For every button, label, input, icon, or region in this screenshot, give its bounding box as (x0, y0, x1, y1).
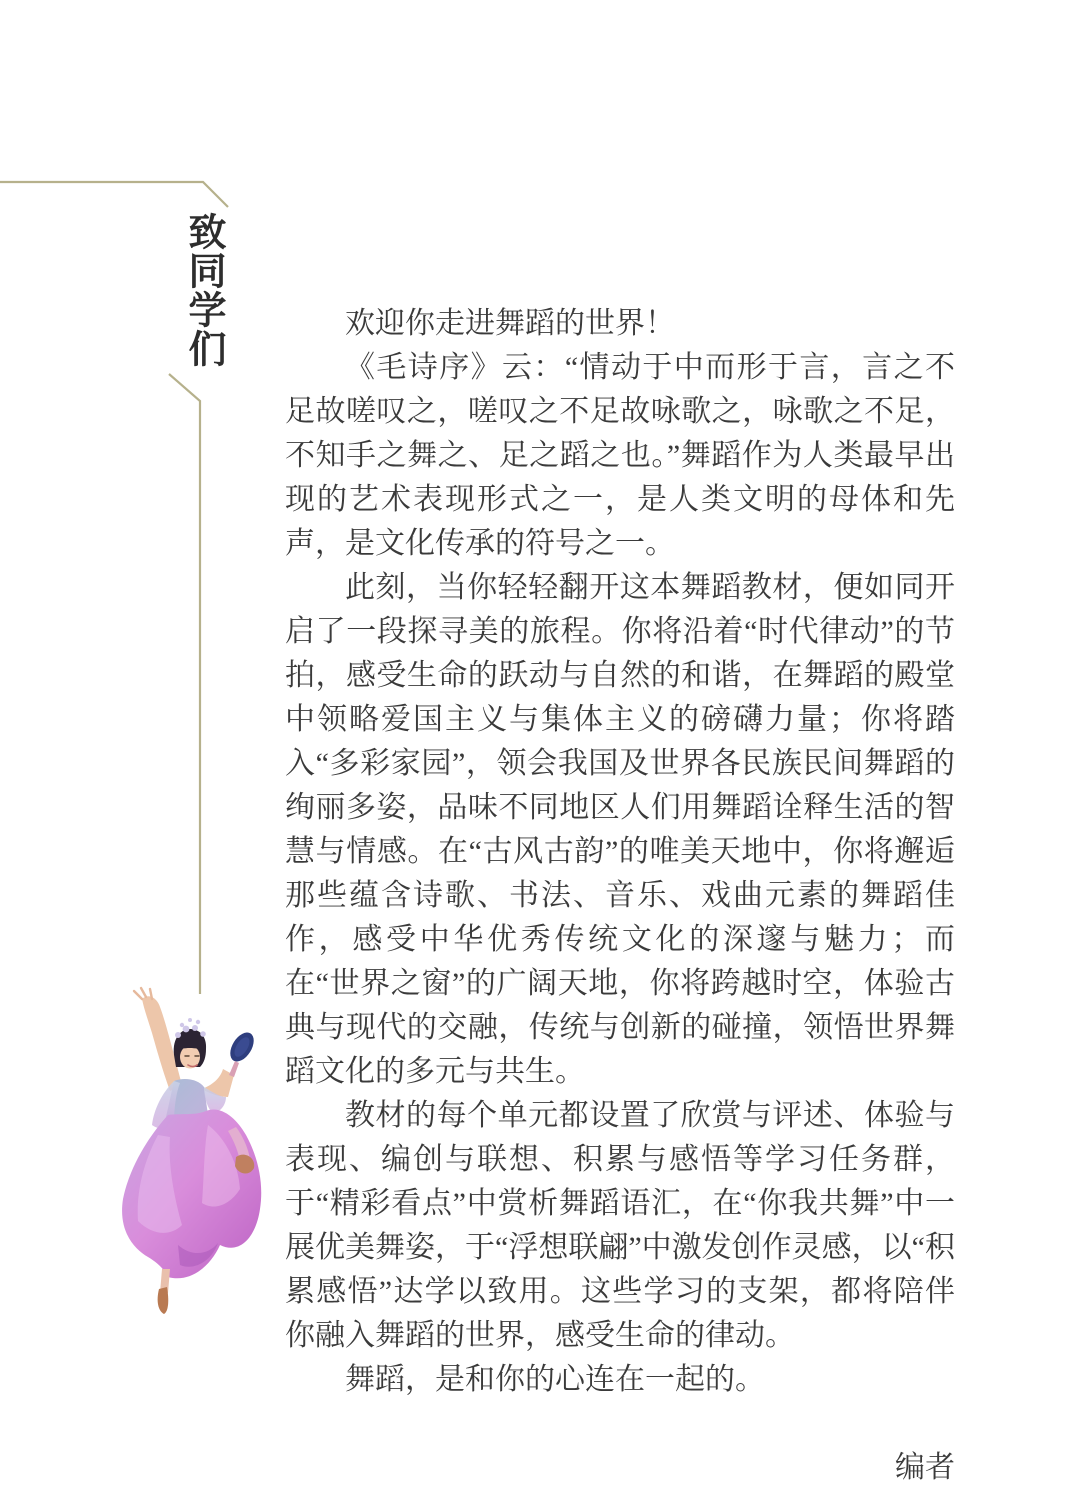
body-text (285, 302, 955, 1490)
paragraph-closing: 舞蹈，是和你的心连在一起的。 (345, 1363, 765, 1396)
editor-signature: 编者 (895, 1451, 955, 1484)
paragraph-maoshixu-quote: 《毛诗序》云：“情动于中而形于言，言之不足故嗟叹之，嗟叹之不足故咏歌之，咏歌之不足，不知手之舞之、足之蹈之也。”舞蹈作为人类最早出现的艺术表现形式之一，是人类文明的母体和先声，是文化传承的符号之一。 (285, 351, 955, 560)
dancer-image (108, 985, 270, 1317)
page-title: 致同学们 (182, 212, 224, 368)
top-corner-rule (0, 172, 240, 216)
paragraph-welcome: 欢迎你走进舞蹈的世界！ (345, 307, 675, 340)
paragraph-units: 教材的每个单元都设置了欣赏与评述、体验与表现、编创与联想、积累与感悟等学习任务群，于“精彩看点”中赏析舞蹈语汇，在“你我共舞”中一展优美舞姿，于“浮想联翩”中激发创作灵感，以“积累感悟”达学以致用。这些学习的支架，都将陪伴你融入舞蹈的世界，感受生命的律动。 (285, 1099, 955, 1352)
paragraph-journey: 此刻，当你轻轻翻开这本舞蹈教材，便如同开启了一段探寻美的旅程。你将沿着“时代律动”的节拍，感受生命的跃动与自然的和谐，在舞蹈的殿堂中领略爱国主义与集体主义的磅礴力量；你将踏入“多彩家园”，领会我国及世界各民族民间舞蹈的绚丽多姿，品味不同地区人们用舞蹈诠释生活的智慧与情感。在“古风古韵”的唯美天地中，你将邂逅那些蕴含诗歌、书法、音乐、戏曲元素的舞蹈佳作，感受中华优秀传统文化的深邃与魅力；而在“世界之窗”的广阔天地，你将跨越时空，体验古典与现代的交融，传统与创新的碰撞，领悟世界舞蹈文化的多元与共生。 (285, 571, 955, 1088)
title-divider-rule (163, 368, 209, 1000)
